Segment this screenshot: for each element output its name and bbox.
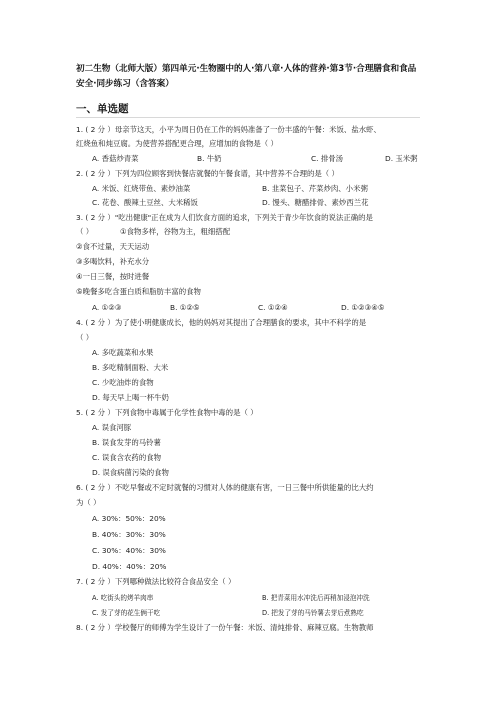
q7-option-a: A. 吃街头的烤羊肉串 xyxy=(92,594,154,602)
title-line-1: 初二生物（北师大版）第四单元·生物圈中的人·第八章·人体的营养·第3节·合理膳食和食品 xyxy=(76,64,417,74)
q7-option-b: B. 把青菜用水冲洗后再稍加浸泡冲洗 xyxy=(262,594,370,602)
q7-option-d: D. 把发了芽的马铃薯去芽后煮熟吃 xyxy=(262,609,364,617)
q6-option-a: A. 30%：50%：20% xyxy=(92,514,166,523)
q2-option-b: B. 韭菜包子、芹菜炒肉、小米粥 xyxy=(262,184,368,193)
q3-option-b: B. ①②⑤ xyxy=(170,303,200,312)
q6-option-b: B. 40%：30%：30% xyxy=(92,530,166,539)
q5-option-b: B. 误食发芽的马铃薯 xyxy=(92,438,161,447)
q6-stem-line-1: 6. ( 2 分 ）不吃早餐或不定时就餐的习惯对人体的健康有害，一日三餐中所供能量的比大约 xyxy=(76,483,374,492)
q5-option-d: D. 误食病菌污染的食物 xyxy=(92,468,169,477)
q3-option-c: C. ①②④ xyxy=(258,303,288,312)
q2-option-c: C. 花卷、酸辣土豆丝、大米稀饭 xyxy=(92,198,198,207)
q7-stem-line-1: 7. ( 2 分 ）下列哪种做法比较符合食品安全（ ） xyxy=(76,577,236,586)
q2-option-d: D. 馒头、糖醋排骨、素炒西兰花 xyxy=(262,198,369,207)
q1-option-a: A. 香菇炒青菜 xyxy=(92,154,139,163)
q3-item-4: ④一日三餐，按时进餐 xyxy=(76,272,150,281)
q3-item-3: ③多喝饮料，补充水分 xyxy=(76,257,150,266)
q3-item-5: ⑤晚餐多吃含蛋白质和脂肪丰富的食物 xyxy=(76,287,201,296)
q6-option-c: C. 30%：40%：30% xyxy=(92,546,166,555)
q3-stem-line-1: 3. ( 2 分 ）"吃出健康"正在成为人们饮食方面的追求，下列关于青少年饮食的说法正确的是 xyxy=(76,213,373,222)
q2-option-a: A. 米饭、红烧带鱼、素炒油菜 xyxy=(92,184,191,193)
q4-option-d: D. 每天早上喝一杯牛奶 xyxy=(92,393,169,402)
q6-stem-line-2: 为（ ） xyxy=(76,498,101,507)
q1-stem-line-1: 1. ( 2 分 ）母亲节这天，小平为周日仍在工作的妈妈准备了一份丰盛的午餐：米饭、盐水虾、 xyxy=(76,125,381,134)
q1-option-d: D. 玉米粥 xyxy=(385,154,418,163)
q7-option-c: C. 发了芽的花生俩干吃 xyxy=(92,609,161,617)
q5-stem-line-1: 5. ( 2 分 ）下列食物中毒属于化学性食物中毒的是（ ） xyxy=(76,408,258,417)
q1-option-c: C. 排骨汤 xyxy=(311,154,344,163)
q4-option-a: A. 多吃蔬菜和水果 xyxy=(92,348,154,357)
q3-stem-line-2: （ ） xyxy=(76,227,94,236)
q4-option-b: B. 多吃精制面粉、大米 xyxy=(92,363,169,372)
section-divider xyxy=(76,117,420,118)
q3-option-a: A. ①②③ xyxy=(92,303,122,312)
q1-stem-line-2: 红烧鱼和炖豆腐。为使营养搭配更合理，应增加的食物是（ ） xyxy=(76,139,278,148)
q4-stem-line-1: 4. ( 2 分 ）为了使小明健康成长，他的妈妈对其提出了合理膳食的要求，其中不科学的是 xyxy=(76,318,367,327)
q3-item-2: ②食不过量，天天运动 xyxy=(76,242,150,251)
q8-stem-line-1: 8. ( 2 分 ）学校餐厅的师傅为学生设计了一份午餐：米饭、清炖排骨、麻辣豆腐。生物教师 xyxy=(76,623,374,632)
q1-option-b: B. 牛奶 xyxy=(197,154,222,163)
q3-option-d: D. ①②③④⑤ xyxy=(341,303,385,312)
section-heading: 一、单选题 xyxy=(76,103,129,115)
q5-option-c: C. 误食含农药的食物 xyxy=(92,453,161,462)
q2-stem-line-1: 2. ( 2 分 ）下列为四位顾客到快餐店就餐的午餐食谱，其中营养不合理的是（ ） xyxy=(76,169,339,178)
q4-stem-line-2: （ ） xyxy=(76,333,94,342)
q4-option-c: C. 少吃油炸的食物 xyxy=(92,378,154,387)
document-title xyxy=(76,62,436,92)
q5-option-a: A. 误食河豚 xyxy=(92,423,132,432)
q6-option-d: D. 40%：40%：20% xyxy=(92,562,167,571)
q3-item-1: ①食物多样，谷物为主，粗细搭配 xyxy=(120,227,231,236)
title-line-2: 安全·同步练习（含答案） xyxy=(76,79,174,89)
